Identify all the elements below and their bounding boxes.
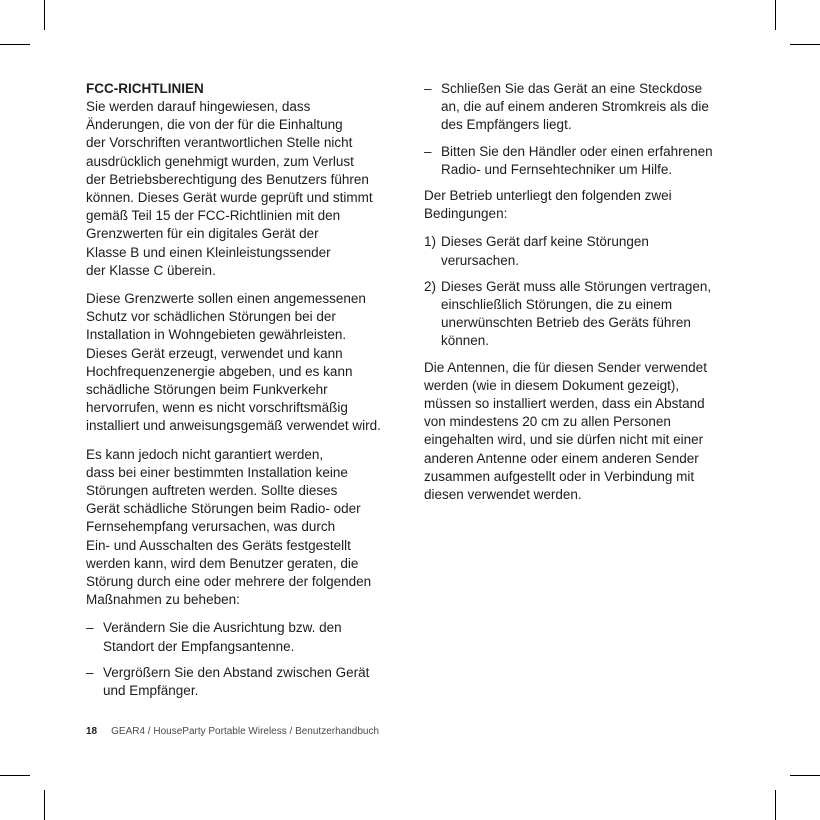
text-line: Fernsehempfang verursachen, was durch	[86, 519, 336, 535]
text-line: Dieses Gerät erzeugt, verwendet und kann	[86, 345, 343, 361]
section-title: FCC-RICHTLINIEN	[86, 81, 204, 96]
text-line: können. Dieses Gerät wurde geprüft und stimmt	[86, 190, 373, 206]
text-line: hervorrufen, wenn es nicht vorschriftsmäßig	[86, 400, 348, 416]
crop-mark-top-left-v	[44, 0, 45, 30]
text-line: der Klasse C überein.	[86, 262, 216, 278]
text-line: Sie werden darauf hingewiesen, dass	[86, 99, 311, 114]
list-marker: –	[86, 664, 94, 680]
antenna-paragraph	[424, 359, 740, 505]
text-line: können.	[441, 333, 490, 349]
condition-item	[424, 233, 740, 269]
text-line: Schutz vor schädlichen Störungen bei der	[86, 309, 336, 325]
text-line: Klasse B und einen Kleinleistungssender	[86, 244, 331, 260]
text-line: Maßnahmen zu beheben:	[86, 592, 240, 608]
text-line: einschließlich Störungen, die zu einem	[441, 297, 673, 313]
text-line: Änderungen, die von der für die Einhaltung	[86, 117, 343, 133]
crop-mark-bottom-left-v	[44, 790, 45, 820]
text-line: werden kann, wird dem Benutzer geraten, die	[86, 555, 359, 571]
conditions-list	[424, 233, 740, 350]
text-line: diesen verwendet werden.	[424, 487, 582, 503]
left-bullet-list	[86, 619, 406, 700]
crop-mark-bottom-right-h	[790, 775, 820, 776]
text-line: zusammen aufgestellt oder in Verbindung mit	[424, 468, 695, 484]
list-marker: –	[86, 620, 94, 636]
condition-item	[424, 278, 740, 351]
list-marker: 1)	[424, 234, 437, 250]
page-footer	[86, 726, 379, 737]
text-line: Der Betrieb unterliegt den folgenden zwei	[424, 188, 672, 204]
right-bullet-list	[424, 80, 740, 179]
text-line: Schließen Sie das Gerät an eine Steckdose	[441, 81, 703, 96]
text-line: Es kann jedoch nicht garantiert werden,	[86, 446, 324, 462]
text-line: des Empfängers liegt.	[441, 117, 572, 133]
text-line: werden (wie in diesem Dokument gezeigt),	[424, 377, 680, 393]
text-line: Dieses Gerät darf keine Störungen	[441, 234, 649, 250]
text-line: Ein- und Ausschalten des Geräts festgestellt	[86, 537, 351, 553]
text-line: Radio- und Fernsehtechniker um Hilfe.	[441, 161, 673, 177]
bullet-item	[424, 143, 740, 179]
text-line: verursachen.	[441, 252, 520, 268]
conditions-intro	[424, 187, 740, 223]
left-paragraphs	[86, 98, 406, 609]
text-line: Die Antennen, die für diesen Sender verwendet	[424, 359, 707, 375]
bullet-item	[424, 80, 740, 135]
paragraph	[86, 446, 406, 610]
text-line: müssen so installiert werden, dass ein Abstand	[424, 396, 705, 412]
right-column	[424, 80, 740, 514]
crop-mark-bottom-left-h	[0, 775, 30, 776]
text-line: der Betriebsberechtigung des Benutzers führen	[86, 171, 369, 187]
left-column	[86, 80, 406, 708]
text-line: Gerät schädliche Störungen beim Radio- oder	[86, 501, 361, 517]
text-line: Hochfrequenzenergie abgeben, und es kann	[86, 363, 353, 379]
text-line: und Empfänger.	[103, 683, 199, 699]
text-line: Standort der Empfangsantenne.	[103, 638, 295, 654]
text-line: unerwünschten Betrieb des Geräts führen	[441, 315, 691, 331]
text-line: Grenzwerten für ein digitales Gerät der	[86, 226, 319, 242]
bullet-item	[86, 664, 406, 700]
text-line: an, die auf einem anderen Stromkreis als die	[441, 99, 709, 115]
text-line: Vergrößern Sie den Abstand zwischen Gerät	[103, 664, 370, 680]
text-line: dass bei einer bestimmten Installation keine	[86, 464, 348, 480]
text-line: Verändern Sie die Ausrichtung bzw. den	[103, 620, 342, 636]
page-number: 18	[86, 726, 98, 737]
text-line: Dieses Gerät muss alle Störungen vertragen,	[441, 278, 712, 294]
text-line: installiert und anweisungsgemäß verwendet wird.	[86, 418, 381, 434]
paragraph	[86, 98, 406, 280]
text-line: ausdrücklich genehmigt wurden, zum Verlust	[86, 153, 354, 169]
text-line: Störungen auftreten werden. Sollte dieses	[86, 483, 338, 499]
list-marker: 2)	[424, 278, 437, 294]
crop-mark-bottom-right-v	[775, 790, 776, 820]
text-line: Bitten Sie den Händler oder einen erfahrenen	[441, 143, 713, 159]
text-line: Störung durch eine oder mehrere der folgenden	[86, 574, 372, 590]
crop-mark-top-left-h	[0, 44, 30, 45]
footer-text: GEAR4 / HouseParty Portable Wireless / Benutzerhandbuch	[111, 726, 380, 737]
text-line: schädliche Störungen beim Funkverkehr	[86, 382, 328, 398]
text-line: gemäß Teil 15 der FCC-Richtlinien mit den	[86, 208, 341, 224]
list-marker: –	[424, 81, 432, 96]
text-line: eingehalten wird, und sie dürfen nicht mit einer	[424, 432, 704, 448]
bullet-item	[86, 619, 406, 655]
crop-mark-top-right-h	[790, 44, 820, 45]
list-marker: –	[424, 143, 432, 159]
text-line: Bedingungen:	[424, 206, 508, 222]
text-line: der Vorschriften verantwortlichen Stelle nicht	[86, 135, 353, 151]
text-line: Installation in Wohngebieten gewährleisten.	[86, 327, 347, 343]
text-line: Diese Grenzwerte sollen einen angemessenen	[86, 291, 366, 307]
paragraph	[86, 290, 406, 436]
crop-mark-top-right-v	[775, 0, 776, 30]
text-line: von mindestens 20 cm zu allen Personen	[424, 414, 671, 430]
text-line: anderen Antenne oder einem anderen Sender	[424, 450, 699, 466]
